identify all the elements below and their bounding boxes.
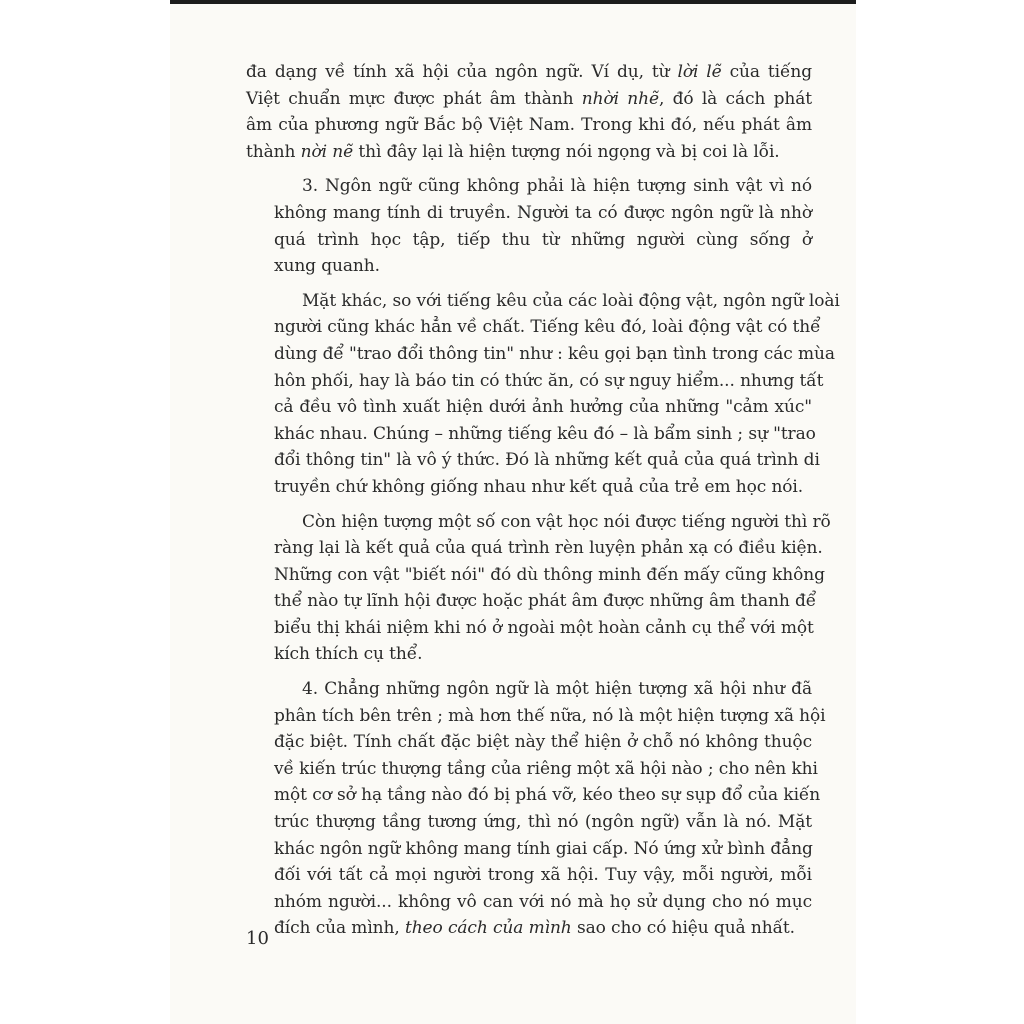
text-line: hôn phối, hay là báo tin có thức ăn, có sự nguy hiểm... nhưng tất <box>274 370 824 391</box>
text-line: Những con vật "biết nói" đó dù thông minh đến mấy cũng không <box>274 564 825 585</box>
page-number: 10 <box>246 928 269 949</box>
paragraph <box>246 509 831 669</box>
text-line: cả đều vô tình xuất hiện dưới ảnh hưởng của những "cảm xúc" <box>274 397 812 418</box>
text-line: 3. Ngôn ngữ cũng không phải là hiện tượng sinh vật vì nó <box>302 176 812 197</box>
text-line: ràng lại là kết quả của quá trình rèn luyện phản xạ có điều kiện. <box>274 538 823 559</box>
text-line: không mang tính di truyền. Người ta có được ngôn ngữ là nhờ <box>274 202 812 223</box>
italic-term: nời nẽ <box>300 141 354 162</box>
text-line: đặc biệt. Tính chất đặc biệt này thể hiện ở chỗ nó không thuộc <box>274 732 812 753</box>
text-line: 4. Chẳng những ngôn ngữ là một hiện tượng xã hội như đã <box>302 679 812 700</box>
text-line: Mặt khác, so với tiếng kêu của các loài động vật, ngôn ngữ loài <box>302 290 840 311</box>
text-line: về kiến trúc thượng tầng của riêng một xã hội nào ; cho nên khi <box>274 758 818 779</box>
italic-term: theo cách của mình <box>404 918 572 939</box>
text-line: nhóm người... không vô can với nó mà họ sử dụng cho nó mục <box>274 891 812 912</box>
text-line: thành nời nẽ thì đây lại là hiện tượng nói ngọng và bị coi là lỗi. <box>246 141 780 162</box>
page-top-edge <box>170 0 856 4</box>
paragraph <box>246 676 826 942</box>
text-line: một cơ sở hạ tầng nào đó bị phá vỡ, kéo theo sự sụp đổ của kiến <box>274 785 821 806</box>
text-line: trúc thượng tầng tương ứng, thì nó (ngôn ngữ) vẫn là nó. Mặt <box>274 812 812 833</box>
text-line: Còn hiện tượng một số con vật học nói được tiếng người thì rõ <box>302 511 831 532</box>
text-line: phân tích bên trên ; mà hơn thế nữa, nó là một hiện tượng xã hội <box>274 705 826 726</box>
text-line: âm của phương ngữ Bắc bộ Việt Nam. Trong khi đó, nếu phát âm <box>246 115 812 136</box>
italic-term: lời lẽ <box>677 62 722 82</box>
text-line: quá trình học tập, tiếp thu từ những người cùng sống ở <box>274 229 812 250</box>
text-line: kích thích cụ thể. <box>274 644 423 665</box>
text-line: khác nhau. Chúng – những tiếng kêu đó – là bẩm sinh ; sự "trao <box>274 423 816 444</box>
text-line: đổi thông tin" là vô ý thức. Đó là những kết quả của quá trình di <box>274 450 820 471</box>
text-line: khác ngôn ngữ không mang tính giai cấp. Nó ứng xử bình đẳng <box>274 838 813 859</box>
text-line: đối với tất cả mọi người trong xã hội. Tuy vậy, mỗi người, mỗi <box>274 865 812 886</box>
text-line: truyền chứ không giống nhau như kết quả của trẻ em học nói. <box>274 476 804 497</box>
text-line: dùng để "trao đổi thông tin" như : kêu gọi bạn tình trong các mùa <box>274 343 835 364</box>
text-line: người cũng khác hẳn về chất. Tiếng kêu đó, loài động vật có thể <box>274 317 821 338</box>
text-line: biểu thị khái niệm khi nó ở ngoài một hoàn cảnh cụ thể với một <box>274 617 814 638</box>
text-line: đích của mình, theo cách của mình sao cho có hiệu quả nhất. <box>274 918 795 939</box>
paragraph <box>246 173 812 279</box>
paragraph <box>246 59 812 165</box>
text-line: Việt chuẩn mực được phát âm thành nhời nhẽ, đó là cách phát <box>246 88 813 109</box>
text-line: thể nào tự lĩnh hội được hoặc phát âm được những âm thanh để <box>274 591 817 612</box>
italic-term: nhời nhẽ <box>581 88 659 109</box>
text-line: đa dạng về tính xã hội của ngôn ngữ. Ví dụ, từ lời lẽ của tiếng <box>246 62 812 82</box>
text-line: xung quanh. <box>274 256 380 277</box>
page-body-text <box>246 59 840 950</box>
paragraph <box>246 288 840 501</box>
